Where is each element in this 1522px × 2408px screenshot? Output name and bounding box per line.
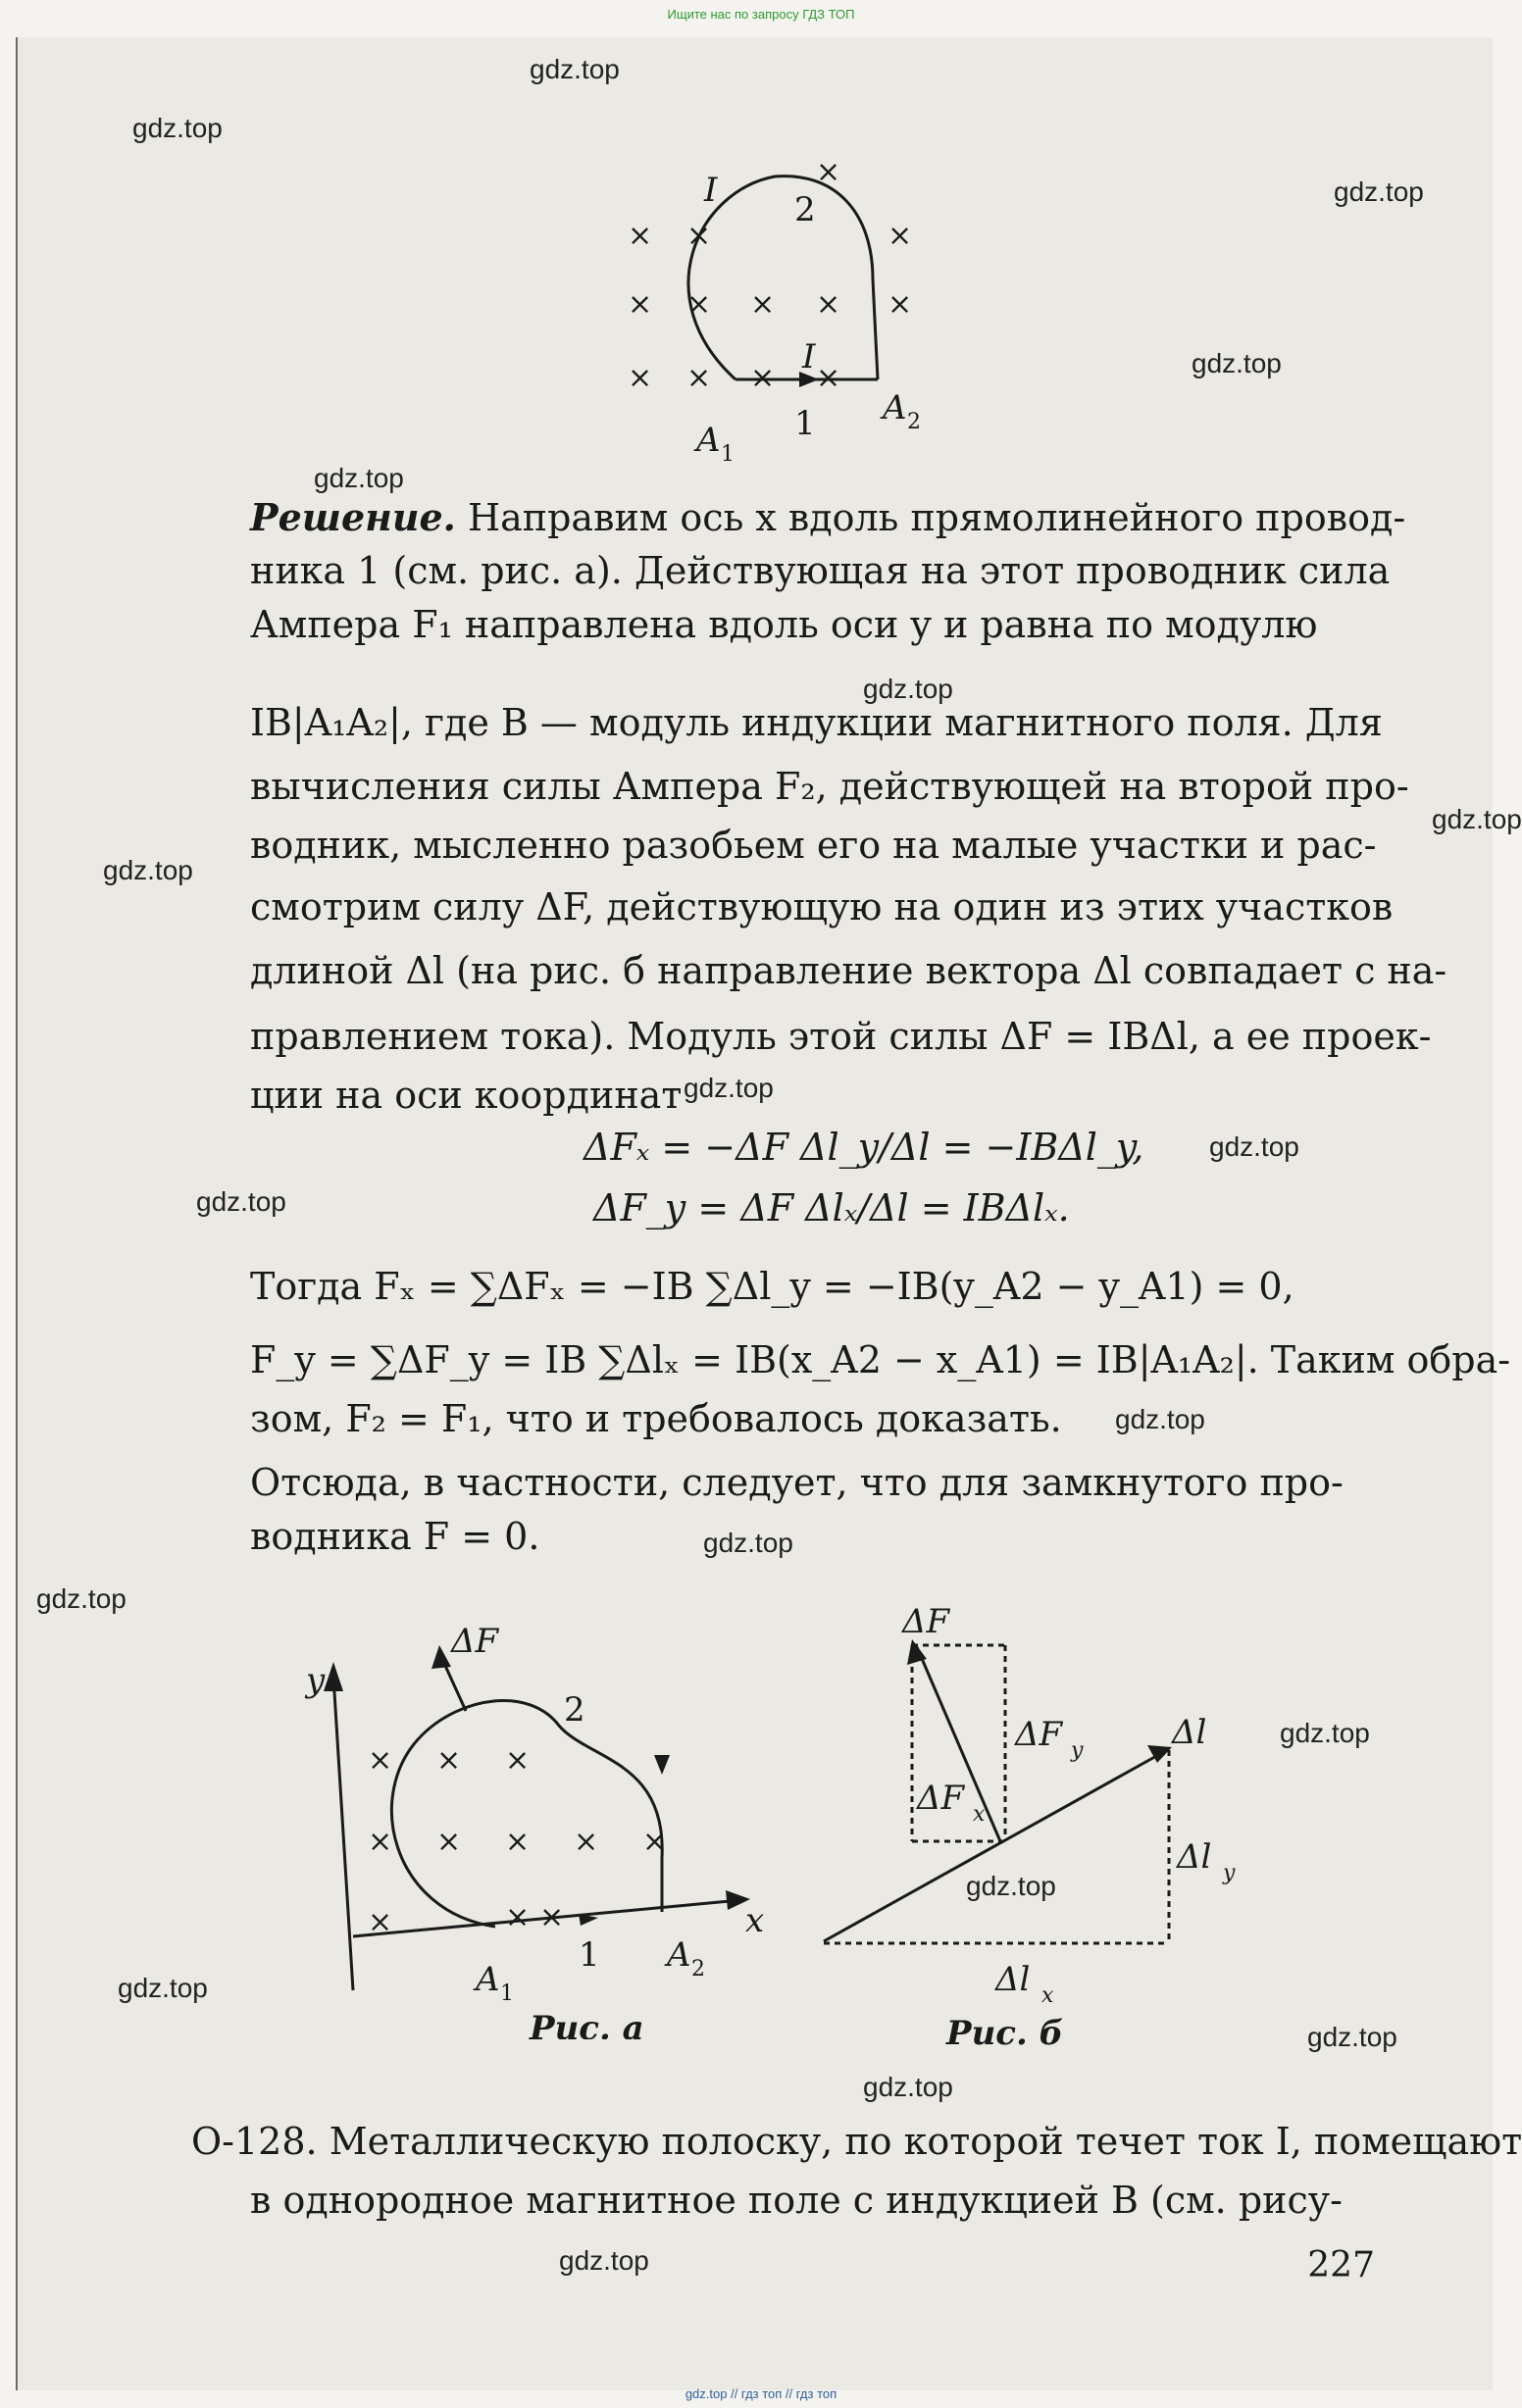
watermark: gdz.top <box>1307 2022 1397 2052</box>
then-line: Тогда Fₓ = ∑ΔFₓ = −IB ∑Δl_y = −IB(y_A2 − y_A1) = 0, <box>250 1265 1294 1308</box>
axis-y-label: y <box>306 1661 326 1700</box>
label-A2-sub: 2 <box>907 410 921 434</box>
watermark: gdz.top <box>196 1186 286 1217</box>
label-dl: Δl <box>1172 1713 1207 1752</box>
cross-mark: × <box>436 1825 462 1859</box>
search-hint: Ищите нас по запросу ГДЗ ТОП <box>667 7 855 22</box>
then-line: F_y = ∑ΔF_y = IB ∑Δlₓ = IB(x_A2 − x_A1) = IB|A₁A₂|. Таким обра- <box>250 1338 1511 1381</box>
then-line: зом, F₂ = F₁, что и требовалось доказать. <box>250 1397 1062 1440</box>
then-line: Отсюда, в частности, следует, что для замкнутого про- <box>250 1461 1344 1504</box>
solution-line: водник, мысленно разобьем его на малые участки и рас- <box>250 824 1377 867</box>
problem-line <box>191 2120 1522 2163</box>
figure-top <box>588 152 1000 476</box>
cross-mark: × <box>686 219 712 253</box>
label-A2: A <box>667 1935 691 1975</box>
solution-line: IB|A₁A₂|, где B — модуль индукции магнитного поля. Для <box>250 701 1383 744</box>
watermark: gdz.top <box>1209 1131 1299 1162</box>
axis-y <box>333 1677 353 1990</box>
cross-mark: × <box>574 1825 599 1859</box>
solution-heading: Решение. <box>250 495 456 539</box>
problem-line: в однородное магнитное поле с индукцией B (см. рису- <box>250 2179 1343 2222</box>
cross-mark: × <box>436 1743 462 1778</box>
label-A1: A <box>696 421 721 460</box>
label-1: 1 <box>579 1935 600 1975</box>
cross-mark: × <box>368 1825 393 1859</box>
cross-mark: × <box>888 287 913 322</box>
watermark: gdz.top <box>132 113 223 143</box>
solution-line: вычисления силы Ампера F₂, действующей на второй про- <box>250 765 1409 808</box>
page-number: 227 <box>1307 2245 1375 2285</box>
caption-fig-a: Рис. а <box>530 2009 644 2039</box>
figure-b <box>814 1588 1275 2049</box>
solution-line: Ампера F₁ направлена вдоль оси y и равна по модулю <box>250 603 1318 646</box>
problem-number: О-128. <box>191 2120 318 2163</box>
label-2: 2 <box>794 190 816 229</box>
cross-mark: × <box>539 1900 565 1934</box>
arrow-dF-head <box>431 1645 451 1669</box>
watermark: gdz.top <box>1192 348 1282 378</box>
watermark: gdz.top <box>703 1528 793 1558</box>
vector-dl <box>824 1750 1167 1941</box>
solution-line: правлением тока). Модуль этой силы ΔF = IBΔl, а ее проек- <box>250 1015 1432 1058</box>
footer-links[interactable]: gdz.top // гдз топ // гдз топ <box>685 2386 837 2401</box>
cross-mark: × <box>505 1743 531 1778</box>
cross-mark: × <box>505 1825 531 1859</box>
cross-mark: × <box>505 1900 531 1934</box>
cross-mark: × <box>816 155 841 189</box>
label-I: I <box>802 337 816 376</box>
caption-fig-b: Рис. б <box>946 2014 1064 2049</box>
problem-text: Металлическую полоску, по которой течет ток I, помещают <box>329 2120 1522 2163</box>
label-dly: Δl <box>1177 1837 1212 1877</box>
solution-line <box>250 495 1405 539</box>
equation-dFx: ΔFₓ = −ΔF Δl_y/Δl = −IBΔl_y, <box>583 1126 1144 1169</box>
watermark: gdz.top <box>118 1973 208 2003</box>
cross-mark: × <box>750 361 776 395</box>
solution-line: ции на оси координат <box>250 1074 683 1117</box>
watermark: gdz.top <box>1432 804 1522 834</box>
watermark: gdz.top <box>966 1871 1056 1901</box>
cross-mark: × <box>368 1743 393 1778</box>
cross-mark: × <box>642 1825 668 1859</box>
then-line: водника F = 0. <box>250 1515 540 1558</box>
figure-a <box>284 1598 794 2039</box>
cross-mark: × <box>816 361 841 395</box>
axis-y-arrow <box>324 1662 343 1691</box>
watermark: gdz.top <box>559 2245 649 2276</box>
label-A1-sub: 1 <box>721 442 735 467</box>
watermark: gdz.top <box>36 1583 127 1614</box>
label-I-top: I <box>704 171 718 210</box>
label-dFy: ΔF <box>1015 1715 1063 1754</box>
label-A1: A <box>476 1960 500 1999</box>
label-1: 1 <box>794 404 816 443</box>
current-arrow-2 <box>654 1755 670 1775</box>
solution-text: Направим ось x вдоль прямолинейного провод- <box>467 496 1406 539</box>
label-dlx-sub: x <box>1041 1983 1054 2008</box>
label-dFy-sub: y <box>1071 1738 1084 1763</box>
watermark: gdz.top <box>314 463 404 493</box>
field-crosses <box>628 155 912 395</box>
cross-mark: × <box>686 287 712 322</box>
cross-mark: × <box>628 287 653 322</box>
label-A2-sub: 2 <box>691 1957 705 1982</box>
cross-mark: × <box>750 287 776 322</box>
equation-dFy: ΔF_y = ΔF Δlₓ/Δl = IBΔlₓ. <box>593 1186 1070 1229</box>
cross-mark: × <box>686 361 712 395</box>
label-dF: ΔF <box>451 1622 499 1661</box>
cross-mark: × <box>628 219 653 253</box>
solution-line: ника 1 (см. рис. а). Действующая на этот проводник сила <box>250 549 1391 592</box>
label-dFx-sub: x <box>973 1802 986 1827</box>
curve-conductor-2 <box>391 1701 662 1927</box>
cross-mark: × <box>888 219 913 253</box>
solution-line: длиной Δl (на рис. б направление вектора Δl совпадает с на- <box>250 949 1447 992</box>
watermark: gdz.top <box>530 54 620 84</box>
watermark: gdz.top <box>103 855 193 885</box>
label-dlx: Δl <box>995 1960 1031 1999</box>
solution-line: смотрим силу ΔF, действующую на один из этих участков <box>250 885 1394 928</box>
watermark: gdz.top <box>1334 176 1424 207</box>
watermark: gdz.top <box>684 1073 774 1103</box>
watermark: gdz.top <box>863 2072 953 2102</box>
watermark: gdz.top <box>863 674 953 704</box>
axis-x-label: x <box>745 1901 765 1940</box>
label-dFx: ΔF <box>917 1779 965 1818</box>
label-A1-sub: 1 <box>500 1982 514 2006</box>
label-dF: ΔF <box>902 1602 950 1641</box>
label-dly-sub: y <box>1223 1861 1236 1885</box>
cross-mark: × <box>628 361 653 395</box>
label-A2: A <box>883 388 907 427</box>
cross-mark: × <box>368 1905 393 1939</box>
cross-mark: × <box>816 287 841 322</box>
watermark: gdz.top <box>1115 1404 1205 1434</box>
label-2: 2 <box>564 1690 585 1730</box>
watermark: gdz.top <box>1280 1718 1370 1748</box>
